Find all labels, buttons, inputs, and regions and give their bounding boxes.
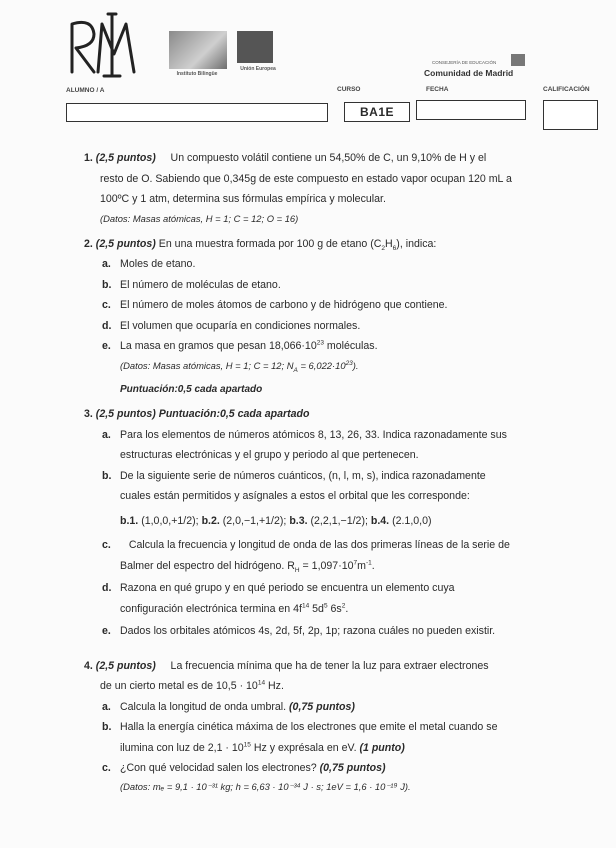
q2-a-letter: a.: [102, 258, 111, 270]
q4-a-points: (0,75 puntos): [289, 700, 355, 713]
q3-a-line-1: Para los elementos de números atómicos 8, 13, 26, 33. Indica razonadamente sus: [120, 428, 507, 441]
q1-line-3: 100ºC y 1 atm, determina sus fórmulas empírica y molecular.: [100, 193, 386, 205]
q4-line-2: [100, 676, 596, 697]
q2-item-e: [100, 336, 596, 357]
q3-c-unit: m: [357, 559, 366, 572]
q3-d-sup-1: 14: [301, 601, 310, 609]
q3-b4-value: (2.1,0,0): [389, 514, 432, 527]
q2-c-letter: c.: [102, 299, 111, 311]
q4-line-1: La frecuencia mínima que ha de tener la luz para extraer electrones: [170, 659, 489, 672]
q3-e-text: Dados los orbitales atómicos 4s, 2d, 5f, 2p, 1p; razona cuáles no pueden existir.: [120, 625, 496, 637]
q2-item-a: [100, 254, 596, 275]
question-2: [84, 234, 596, 401]
q3-b3-value: (2,2,1,−1/2);: [307, 514, 371, 527]
q4-item-b: [100, 717, 596, 738]
q2-points: (2,5 puntos): [95, 237, 156, 250]
q4-points: (2,5 puntos): [95, 659, 156, 672]
q1-datos: (Datos: Masas atómicas, H = 1; C = 12; O = 16): [100, 212, 299, 224]
q3-d-6s: 6s: [327, 602, 342, 615]
q3-b2-value: (2,0,−1,+1/2);: [219, 514, 290, 527]
q2-c-text: El número de moles átomos de carbono y de hidrógeno que contiene.: [120, 299, 448, 311]
q3-b-letter: b.: [102, 469, 112, 482]
q4-l2-text: de un cierto metal es de 10,5 · 10: [100, 680, 258, 692]
q3-d-sup-2: 5: [323, 601, 328, 609]
q4-l2-end: Hz.: [265, 680, 284, 692]
q2-sub-2: 2: [381, 244, 386, 252]
q3-points: (2,5 puntos) Puntuación:0,5 cada apartado: [95, 408, 310, 420]
q3-number: 3.: [84, 408, 93, 420]
q4-datos: (Datos: mₑ = 9,1 · 10⁻³¹ kg; h = 6,63 · 10⁻³⁴ J · s; 1eV = 1,6 · 10⁻¹⁹ J).: [120, 780, 411, 792]
q3-b4-label: b.4.: [370, 514, 390, 527]
q4-a-letter: a.: [102, 700, 111, 713]
q3-b2-label: b.2.: [201, 514, 220, 527]
q3-d-line-1: Razona en qué grupo y en qué periodo se encuentra un elemento cuya: [120, 582, 455, 594]
comunidad-madrid-logo: [511, 54, 525, 66]
q1-line-1: Un compuesto volátil contiene un 54,50% de C, un 9,10% de H y el: [170, 152, 487, 164]
q2-item-c: [100, 295, 596, 316]
question-3: [84, 404, 596, 642]
q1-number: 1.: [84, 152, 93, 164]
q4-l2-sup: 14: [257, 679, 266, 687]
q4-b2-sup: 15: [243, 740, 251, 748]
q1-line-2: resto de O. Sabiendo que 0,345g de este compuesto en estado vapor ocupan 120 mL a: [100, 172, 512, 185]
q2-b-letter: b.: [102, 278, 112, 291]
q3-b-line-2: cuales están permitidos y asígnales a estos el orbital que les corresponde:: [120, 490, 470, 502]
fecha-field[interactable]: [416, 100, 526, 120]
eu-text: Unión Europea: [240, 66, 276, 72]
exam-body: [84, 148, 596, 795]
q3-d-sup-3: 2: [341, 601, 346, 609]
question-1: [84, 148, 596, 227]
comunidad-madrid-name: Comunidad de Madrid: [424, 68, 514, 78]
q2-e-text: La masa en gramos que pesan 18,066·10: [120, 340, 317, 352]
q2-intro: En una muestra formada por 100 g de etano (C: [158, 237, 382, 250]
q2-number: 2.: [84, 237, 93, 250]
q3-d-5d: 5d: [309, 602, 324, 615]
q3-a-letter: a.: [102, 428, 111, 441]
q3-c-sup-1: 7: [353, 558, 358, 566]
q4-c-text: ¿Con qué velocidad salen los electrones?: [120, 762, 320, 774]
q3-c-letter: c.: [102, 539, 111, 551]
q3-b-options: [120, 511, 596, 532]
q2-d-text: El volumen que ocuparía en condiciones normales.: [120, 319, 361, 332]
eu-flag-logo: [237, 31, 273, 63]
q2-d-letter: d.: [102, 319, 112, 332]
q2-intro-h: H: [385, 237, 393, 250]
q2-intro-end: ), indica:: [396, 237, 437, 250]
school-logo: [64, 10, 144, 82]
q4-a-text: Calcula la longitud de onda umbral.: [120, 700, 290, 713]
q3-c-line-1: Calcula la frecuencia y longitud de onda de las dos primeras líneas de la serie de: [128, 539, 510, 551]
q3-d-letter: d.: [102, 582, 112, 594]
alumno-field[interactable]: [66, 103, 328, 122]
q3-item-d: [100, 578, 596, 599]
curso-field[interactable]: BA1E: [344, 102, 410, 122]
q4-item-a: [100, 697, 596, 718]
q2-datos-c: ).: [352, 359, 359, 371]
q4-b2-text: ilumina con luz de 2,1 · 10: [120, 741, 244, 754]
fecha-label: FECHA: [426, 86, 449, 93]
q2-b-text: El número de moléculas de etano.: [120, 278, 281, 291]
q3-d-text: configuración electrónica termina en 4f: [120, 602, 302, 615]
instituto-bilingue-text: Instituto Bilingüe: [176, 71, 218, 77]
q4-number: 4.: [84, 659, 93, 672]
q4-b-line-1: Halla la energía cinética máxima de los electrones que emite el metal cuando se: [120, 721, 498, 733]
q4-b-letter: b.: [102, 721, 112, 733]
consejeria-text: CONSEJERÍA DE EDUCACIÓN: [432, 60, 497, 65]
q3-b1-label: b.1.: [120, 514, 139, 527]
calificacion-label: CALIFICACIÓN: [543, 86, 590, 93]
q2-datos-a: (Datos: Masas atómicas, H = 1; C = 12; N: [120, 359, 294, 371]
q3-a-line-2: estructuras electrónicas y el grupo y periodo al que pertenecen.: [120, 449, 419, 461]
curso-label: CURSO: [337, 86, 361, 93]
q2-e-text-end: moléculas.: [323, 340, 378, 352]
q2-puntuacion: Puntuación:0,5 cada apartado: [120, 383, 263, 395]
q4-b-line-2: [120, 738, 596, 759]
question-4: [84, 656, 596, 795]
q2-e-sup: 23: [316, 339, 324, 347]
alumno-label: ALUMNO / A: [66, 87, 105, 94]
q4-c-points: (0,75 puntos): [319, 762, 386, 774]
q3-c-value: = 1,097·10: [299, 559, 354, 572]
q2-sub-6: 6: [392, 244, 397, 252]
q3-b1-value: (1,0,0,+1/2);: [138, 514, 202, 527]
q3-d-line-2: [120, 599, 596, 620]
q2-item-b: [100, 275, 596, 296]
calificacion-field[interactable]: [543, 100, 598, 130]
q3-c-sup-2: -1: [365, 558, 372, 566]
q2-datos: [120, 357, 596, 374]
q2-item-d: [100, 316, 596, 337]
q3-d-end: .: [345, 602, 349, 615]
q2-datos-sub: A: [293, 366, 298, 374]
q3-item-e: [100, 621, 596, 642]
q2-datos-sup: 23: [345, 359, 353, 367]
q4-c-letter: c.: [102, 762, 111, 774]
q1-points: (2,5 puntos): [95, 152, 156, 164]
q2-e-letter: e.: [102, 340, 111, 352]
q3-c-text: Balmer del espectro del hidrógeno. R: [120, 559, 295, 572]
q3-b3-label: b.3.: [289, 514, 308, 527]
q3-c-line-2: [120, 556, 596, 577]
q3-b-line-1: De la siguiente serie de números cuánticos, (n, l, m, s), indica razonadamente: [120, 469, 486, 482]
q2-datos-b: = 6,022·10: [297, 359, 346, 371]
q3-item-c: [100, 535, 596, 556]
q3-c-end: .: [371, 559, 375, 572]
q4-item-c: [100, 758, 596, 779]
q4-b-points: (1 punto): [359, 741, 405, 754]
q3-e-letter: e.: [102, 625, 111, 637]
q4-b2-end: Hz y exprésala en eV.: [250, 741, 360, 754]
q3-item-a: [100, 425, 596, 446]
q3-c-sub: H: [294, 566, 300, 574]
q2-a-text: Moles de etano.: [120, 258, 196, 270]
q3-item-b: [100, 466, 596, 487]
instituto-bilingue-logo: [169, 31, 227, 69]
